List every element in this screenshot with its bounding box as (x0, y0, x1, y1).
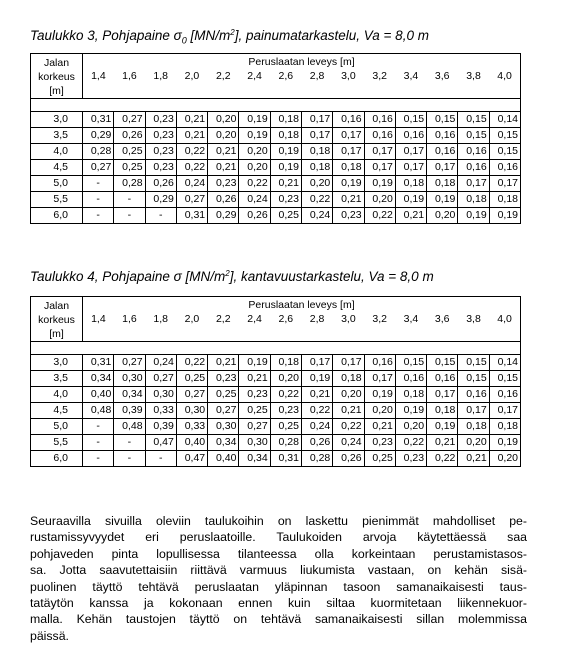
table-cell: 0,18 (270, 112, 301, 128)
table-cell: 0,20 (458, 435, 489, 451)
table-cell: 0,23 (208, 371, 239, 387)
table-cell: 0,16 (364, 128, 395, 144)
table-cell: - (114, 208, 145, 224)
row-label: 3,5 (31, 371, 83, 387)
table-cell: 0,20 (239, 160, 270, 176)
table-cell: 0,31 (176, 208, 207, 224)
group-header: Peruslaatan leveys [m] (83, 297, 521, 313)
table-cell: 0,19 (427, 419, 458, 435)
table-cell: 0,19 (239, 128, 270, 144)
row-label: 6,0 (31, 208, 83, 224)
table-cell: 0,48 (83, 403, 114, 419)
table-row (31, 144, 521, 160)
table-cell: 0,27 (176, 192, 207, 208)
table-cell: 0,34 (114, 387, 145, 403)
table-cell: 0,22 (176, 144, 207, 160)
table-cell: 0,30 (208, 419, 239, 435)
table-cell: 0,25 (208, 387, 239, 403)
table-cell: 0,20 (395, 419, 426, 435)
table-cell: 0,20 (364, 403, 395, 419)
body-paragraph (30, 513, 527, 644)
table-cell: 0,17 (333, 128, 364, 144)
table-cell: 0,34 (208, 435, 239, 451)
table-cell: 0,20 (208, 112, 239, 128)
table-cell: 0,17 (458, 403, 489, 419)
table-cell: 0,31 (83, 355, 114, 371)
table-cell: 0,27 (176, 387, 207, 403)
table-cell: 0,22 (176, 355, 207, 371)
table-cell: 0,19 (395, 403, 426, 419)
column-header: 3,4 (395, 312, 426, 341)
row-label: 4,5 (31, 160, 83, 176)
table-cell: 0,31 (83, 112, 114, 128)
table-cell: 0,18 (270, 355, 301, 371)
table-cell: 0,15 (458, 128, 489, 144)
column-header: 2,0 (176, 69, 207, 98)
table-cell: 0,18 (395, 387, 426, 403)
table-cell: 0,17 (333, 144, 364, 160)
table-cell: 0,24 (301, 419, 332, 435)
paragraph-line: rustamissyvyydet eri peruslaatoille. Taulukoiden arvoja käytettäessä saa (30, 530, 527, 545)
column-header: 2,4 (239, 312, 270, 341)
paragraph-line: puolinen täyttö tehtävä peruslaatan yläpinnan tasoon samanaikaisesti taus- (30, 579, 527, 594)
table-cell: 0,15 (489, 128, 520, 144)
table-cell: 0,23 (333, 208, 364, 224)
table-cell: 0,17 (395, 144, 426, 160)
table-cell: 0,27 (114, 112, 145, 128)
column-header: 1,8 (145, 312, 176, 341)
table-cell: 0,31 (270, 451, 301, 467)
table-cell: 0,16 (489, 387, 520, 403)
table-cell: 0,26 (114, 128, 145, 144)
table-cell: 0,33 (145, 403, 176, 419)
table-cell: 0,33 (176, 419, 207, 435)
table-cell: 0,23 (270, 192, 301, 208)
table-cell: 0,24 (239, 192, 270, 208)
table-cell: 0,21 (427, 435, 458, 451)
column-header: 3,2 (364, 69, 395, 98)
table-cell: 0,21 (208, 355, 239, 371)
table-cell: 0,27 (239, 419, 270, 435)
table-cell: 0,21 (208, 144, 239, 160)
table-cell: 0,18 (270, 128, 301, 144)
table-cell: 0,21 (270, 176, 301, 192)
table-cell: 0,17 (427, 160, 458, 176)
table-cell: 0,18 (489, 192, 520, 208)
table-cell: 0,23 (270, 403, 301, 419)
table-cell: 0,16 (395, 128, 426, 144)
table-cell: - (114, 192, 145, 208)
table-cell: 0,21 (364, 419, 395, 435)
group-header: Peruslaatan leveys [m] (83, 54, 521, 70)
table-cell: 0,18 (301, 160, 332, 176)
row-label: 3,0 (31, 355, 83, 371)
table-cell: 0,22 (364, 208, 395, 224)
table-cell: 0,20 (333, 387, 364, 403)
table-cell: 0,19 (270, 144, 301, 160)
table-cell: 0,27 (114, 355, 145, 371)
row-label: 4,0 (31, 144, 83, 160)
paragraph-line: päissä. (30, 628, 69, 643)
row-header-line: korkeus (38, 71, 75, 83)
table-cell: 0,24 (176, 176, 207, 192)
row-label: 6,0 (31, 451, 83, 467)
table-cell: 0,17 (364, 160, 395, 176)
table-cell: 0,18 (458, 419, 489, 435)
column-header: 2,2 (208, 69, 239, 98)
table-cell: 0,27 (208, 403, 239, 419)
table-row (31, 192, 521, 208)
table-cell: 0,23 (395, 451, 426, 467)
paragraph-line: pohjaveden pinta lopullisessa tilanteessa olla korkeintaan perustamistasos- (30, 546, 527, 561)
table-cell: 0,15 (458, 112, 489, 128)
table-cell: 0,22 (301, 192, 332, 208)
column-header: 3,2 (364, 312, 395, 341)
table-cell: 0,17 (395, 160, 426, 176)
table-cell: 0,26 (145, 176, 176, 192)
table-cell: 0,18 (427, 176, 458, 192)
table-cell: 0,20 (301, 176, 332, 192)
table-cell: 0,17 (301, 355, 332, 371)
table-cell: 0,21 (176, 112, 207, 128)
table-cell: 0,23 (145, 160, 176, 176)
table-row (31, 403, 521, 419)
table-cell: - (83, 419, 114, 435)
table-cell: 0,16 (364, 112, 395, 128)
table-cell: 0,17 (458, 176, 489, 192)
table-cell: 0,22 (333, 419, 364, 435)
column-header: 1,6 (114, 69, 145, 98)
table-cell: 0,21 (458, 451, 489, 467)
table-cell: 0,22 (270, 387, 301, 403)
table-cell: 0,23 (364, 435, 395, 451)
table-cell: 0,19 (395, 192, 426, 208)
paragraph-line: Seuraavilla sivuilla oleviin taulukoihin on laskettu pienimmät mahdolliset pe- (30, 514, 527, 528)
table-cell: 0,16 (395, 371, 426, 387)
table-cell: 0,20 (489, 451, 520, 467)
table-cell: 0,21 (301, 387, 332, 403)
table-cell: 0,22 (239, 176, 270, 192)
row-header-line: [m] (49, 328, 64, 340)
table-cell: 0,22 (176, 160, 207, 176)
table-cell: 0,39 (145, 419, 176, 435)
column-header: 1,8 (145, 69, 176, 98)
row-header (31, 297, 83, 342)
row-header-line: Jalan (43, 300, 70, 312)
table-cell: 0,20 (427, 208, 458, 224)
column-header: 2,8 (301, 69, 332, 98)
table-cell: 0,22 (301, 403, 332, 419)
table-cell: - (145, 451, 176, 467)
table-cell: 0,15 (395, 112, 426, 128)
table-row (31, 435, 521, 451)
table-cell: 0,27 (145, 371, 176, 387)
table-cell: 0,21 (208, 160, 239, 176)
table-cell: 0,18 (333, 371, 364, 387)
table-row (31, 371, 521, 387)
row-label: 5,0 (31, 176, 83, 192)
table-row (31, 387, 521, 403)
column-header: 4,0 (489, 312, 520, 341)
table-cell: 0,17 (489, 403, 520, 419)
table-cell: 0,48 (114, 419, 145, 435)
table-cell: - (83, 176, 114, 192)
table-cell: 0,17 (427, 387, 458, 403)
table-cell: 0,21 (395, 208, 426, 224)
table-cell: - (83, 192, 114, 208)
row-label: 5,5 (31, 192, 83, 208)
table-cell: 0,26 (301, 435, 332, 451)
table-cell: 0,47 (145, 435, 176, 451)
table-cell: 0,22 (395, 435, 426, 451)
table-row (31, 112, 521, 128)
table-row (31, 176, 521, 192)
table-cell: 0,15 (427, 112, 458, 128)
table-cell: 0,19 (301, 371, 332, 387)
table-cell: - (114, 451, 145, 467)
table-row (31, 128, 521, 144)
table-cell: 0,30 (114, 371, 145, 387)
table-cell: 0,16 (333, 112, 364, 128)
table-cell: 0,40 (176, 435, 207, 451)
table-cell: 0,19 (333, 176, 364, 192)
table-cell: 0,15 (427, 355, 458, 371)
table-cell: 0,23 (145, 144, 176, 160)
table-cell: 0,15 (458, 371, 489, 387)
table-cell: 0,30 (145, 387, 176, 403)
column-header: 1,4 (83, 69, 114, 98)
table-cell: 0,16 (364, 355, 395, 371)
row-label: 3,5 (31, 128, 83, 144)
table-cell: 0,16 (458, 387, 489, 403)
table-cell: 0,29 (145, 192, 176, 208)
column-header: 2,6 (270, 69, 301, 98)
table-cell: 0,23 (239, 387, 270, 403)
table-cell: 0,19 (270, 160, 301, 176)
table-cell: 0,24 (333, 435, 364, 451)
table-cell: 0,14 (489, 355, 520, 371)
row-label: 4,0 (31, 387, 83, 403)
table-row (31, 208, 521, 224)
table-cell: 0,30 (176, 403, 207, 419)
table-cell: 0,25 (270, 419, 301, 435)
table-cell: 0,16 (458, 144, 489, 160)
table-cell: 0,16 (427, 371, 458, 387)
table-cell: 0,17 (489, 176, 520, 192)
column-header: 3,8 (458, 69, 489, 98)
table-cell: 0,18 (427, 403, 458, 419)
table-cell: 0,18 (301, 144, 332, 160)
row-label: 5,5 (31, 435, 83, 451)
table-cell: 0,17 (333, 355, 364, 371)
table-cell: 0,26 (239, 208, 270, 224)
table-cell: 0,40 (83, 387, 114, 403)
table-cell: 0,19 (239, 355, 270, 371)
table-cell: 0,24 (301, 208, 332, 224)
column-header: 3,6 (427, 312, 458, 341)
table-cell: 0,20 (239, 144, 270, 160)
table-cell: 0,40 (208, 451, 239, 467)
table-cell: 0,28 (114, 176, 145, 192)
table-cell: 0,30 (239, 435, 270, 451)
column-header: 2,4 (239, 69, 270, 98)
table-cell: 0,39 (114, 403, 145, 419)
table-cell: 0,28 (83, 144, 114, 160)
table-3 (30, 53, 521, 224)
table-cell: 0,22 (427, 451, 458, 467)
table-cell: 0,20 (208, 128, 239, 144)
table-cell: - (83, 435, 114, 451)
table-cell: 0,19 (489, 435, 520, 451)
row-header-line: [m] (49, 85, 64, 97)
table-cell: 0,28 (301, 451, 332, 467)
row-label: 5,0 (31, 419, 83, 435)
column-header: 1,4 (83, 312, 114, 341)
table-cell: 0,25 (364, 451, 395, 467)
table-cell: 0,16 (427, 128, 458, 144)
paragraph-line: sa. Jotta saavutettaisiin riittävä varmuus liukumista vastaan, on kehän sisä- (30, 563, 527, 578)
table-cell: 0,15 (489, 144, 520, 160)
table-cell: 0,18 (489, 419, 520, 435)
table-cell: 0,20 (364, 192, 395, 208)
column-header: 2,0 (176, 312, 207, 341)
column-header: 3,0 (333, 312, 364, 341)
table-cell: 0,26 (333, 451, 364, 467)
table-cell: 0,23 (145, 128, 176, 144)
table-cell: - (114, 435, 145, 451)
table-cell: 0,19 (239, 112, 270, 128)
table-row (31, 160, 521, 176)
table-cell: 0,14 (489, 112, 520, 128)
table-cell: 0,15 (395, 355, 426, 371)
table-cell: 0,25 (239, 403, 270, 419)
table-cell: 0,25 (176, 371, 207, 387)
table-row (31, 419, 521, 435)
table-cell: 0,16 (489, 160, 520, 176)
table-cell: 0,24 (145, 355, 176, 371)
table-cell: - (83, 208, 114, 224)
table-3-caption: Taulukko 3, Pohjapaine $\sigma_0$ $[MN/m^2]$, painumatarkastelu, Va = 8,0 m (30, 28, 429, 46)
table-cell: 0,20 (270, 371, 301, 387)
table-cell: 0,19 (364, 387, 395, 403)
table-cell: 0,23 (208, 176, 239, 192)
table-cell: 0,25 (270, 208, 301, 224)
table-cell: 0,21 (333, 403, 364, 419)
column-header: 2,2 (208, 312, 239, 341)
table-cell: 0,47 (176, 451, 207, 467)
column-header: 3,8 (458, 312, 489, 341)
table-cell: 0,21 (239, 371, 270, 387)
table-row (31, 451, 521, 467)
table-cell: 0,26 (208, 192, 239, 208)
table-cell: 0,34 (239, 451, 270, 467)
row-label: 3,0 (31, 112, 83, 128)
table-cell: - (83, 451, 114, 467)
table-cell: 0,17 (364, 144, 395, 160)
paragraph-line: malla. Kehän taustojen täyttö on tehtävä samanaikaisesti sillan molemmissa (30, 612, 527, 627)
table-cell: 0,25 (114, 160, 145, 176)
table-cell: 0,16 (458, 160, 489, 176)
table-cell: 0,15 (458, 355, 489, 371)
row-header (31, 54, 83, 99)
row-header-line: Jalan (43, 57, 70, 69)
table-cell: 0,19 (458, 208, 489, 224)
table-4 (30, 296, 521, 467)
table-cell: 0,28 (270, 435, 301, 451)
column-header: 4,0 (489, 69, 520, 98)
table-cell: 0,19 (427, 192, 458, 208)
table-cell: - (145, 208, 176, 224)
table-cell: 0,19 (364, 176, 395, 192)
table-cell: 0,29 (208, 208, 239, 224)
table-4-caption: Taulukko 4, Pohjapaine σ $[MN/m^2]$, kantavuustarkastelu, Va = 8,0 m (30, 269, 434, 284)
table-cell: 0,17 (364, 371, 395, 387)
table-cell: 0,17 (301, 112, 332, 128)
row-label: 4,5 (31, 403, 83, 419)
table-cell: 0,18 (458, 192, 489, 208)
column-header: 2,6 (270, 312, 301, 341)
row-header-line: korkeus (38, 314, 75, 326)
table-cell: 0,34 (83, 371, 114, 387)
table-cell: 0,23 (145, 112, 176, 128)
table-cell: 0,19 (489, 208, 520, 224)
table-cell: 0,21 (176, 128, 207, 144)
table-cell: 0,18 (395, 176, 426, 192)
table-cell: 0,18 (333, 160, 364, 176)
table-cell: 0,27 (83, 160, 114, 176)
table-cell: 0,16 (427, 144, 458, 160)
column-header: 3,0 (333, 69, 364, 98)
column-header: 3,4 (395, 69, 426, 98)
table-cell: 0,15 (489, 371, 520, 387)
column-header: 3,6 (427, 69, 458, 98)
table-cell: 0,25 (114, 144, 145, 160)
column-header: 1,6 (114, 312, 145, 341)
paragraph-line: tatäytön kanssa ja kokonaan ennen kuin siltaa kuormitetaan liikennekuor- (30, 596, 527, 611)
column-header: 2,8 (301, 312, 332, 341)
table-cell: 0,29 (83, 128, 114, 144)
table-row (31, 355, 521, 371)
table-cell: 0,21 (333, 192, 364, 208)
table-cell: 0,17 (301, 128, 332, 144)
